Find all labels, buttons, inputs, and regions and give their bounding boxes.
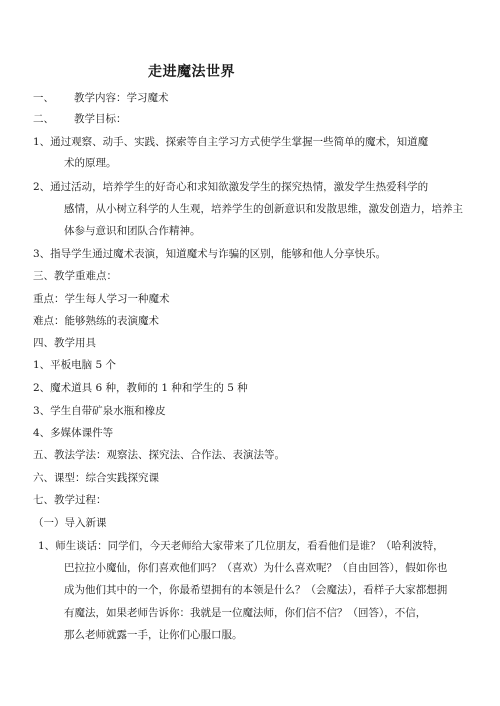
dialog-line-3: 成为他们其中的一个，你最希望拥有的本领是什么？（会魔法），看样子大家都想拥: [64, 584, 448, 596]
section-2-number: 二、: [33, 113, 54, 125]
goal-1-line-1: 1、通过观察、动手、实践、探索等自主学习方式使学生掌握一些简单的魔术，知道魔: [33, 136, 429, 148]
goal-1-line-2: 术的原理。: [64, 157, 117, 169]
dialog-line-5: 那么老师就露一手，让你们心服口服。: [64, 629, 243, 641]
section-2: [33, 113, 127, 126]
tool-item: 1、平板电脑 5 个: [33, 359, 117, 371]
section-6: 六、课型：综合实践探究课: [33, 472, 159, 484]
subsection-1: （一）导入新课: [33, 517, 107, 529]
section-1-text: 教学内容：学习魔术: [74, 92, 169, 104]
tool-item: 2、魔术道具 6 种，教师的 1 种和学生的 5 种: [33, 382, 248, 394]
goal-2-line-3: 体参与意识和团队合作精神。: [64, 225, 201, 237]
dialog-line-1: 1、师生谈话：同学们，今天老师给大家带来了几位朋友，看看他们是谁？（哈利波特，: [38, 540, 444, 552]
difficulty: 难点：能够熟练的表演魔术: [33, 315, 159, 327]
section-5: 五、教法学法：观察法、探究法、合作法、表演法等。: [33, 449, 285, 461]
key-point: 重点：学生每人学习一种魔术: [33, 293, 170, 305]
section-2-text: 教学目标：: [74, 113, 127, 125]
tool-item: 3、学生自带矿泉水瓶和橡皮: [33, 405, 166, 417]
goal-2-line-1: 2、通过活动，培养学生的好奇心和求知欲激发学生的探究热情，激发学生热爱科学的: [33, 181, 429, 193]
section-1: [33, 92, 169, 105]
section-1-number: 一、: [33, 92, 54, 104]
dialog-line-2: 巴拉拉小魔仙，你们喜欢他们吗？（喜欢）为什么喜欢呢？（自由回答），假如你也: [64, 562, 448, 574]
goal-3: 3、指导学生通过魔术表演，知道魔术与诈骗的区别，能够和他人分享快乐。: [33, 248, 387, 260]
goal-2-line-2: 感情，从小树立科学的人生观，培养学生的创新意识和发散思维，激发创造力，培养主: [64, 203, 463, 215]
section-4: 四、教学用具: [33, 337, 96, 349]
document-title: 走进魔法世界: [148, 64, 235, 80]
dialog-line-4: 有魔法，如果老师告诉你：我就是一位魔法师，你们信不信？（回答），不信，: [64, 607, 427, 619]
section-7: 七、教学过程：: [33, 494, 107, 506]
section-3: 三、教学重难点：: [33, 270, 117, 282]
tool-item: 4、多媒体课件等: [33, 427, 114, 439]
